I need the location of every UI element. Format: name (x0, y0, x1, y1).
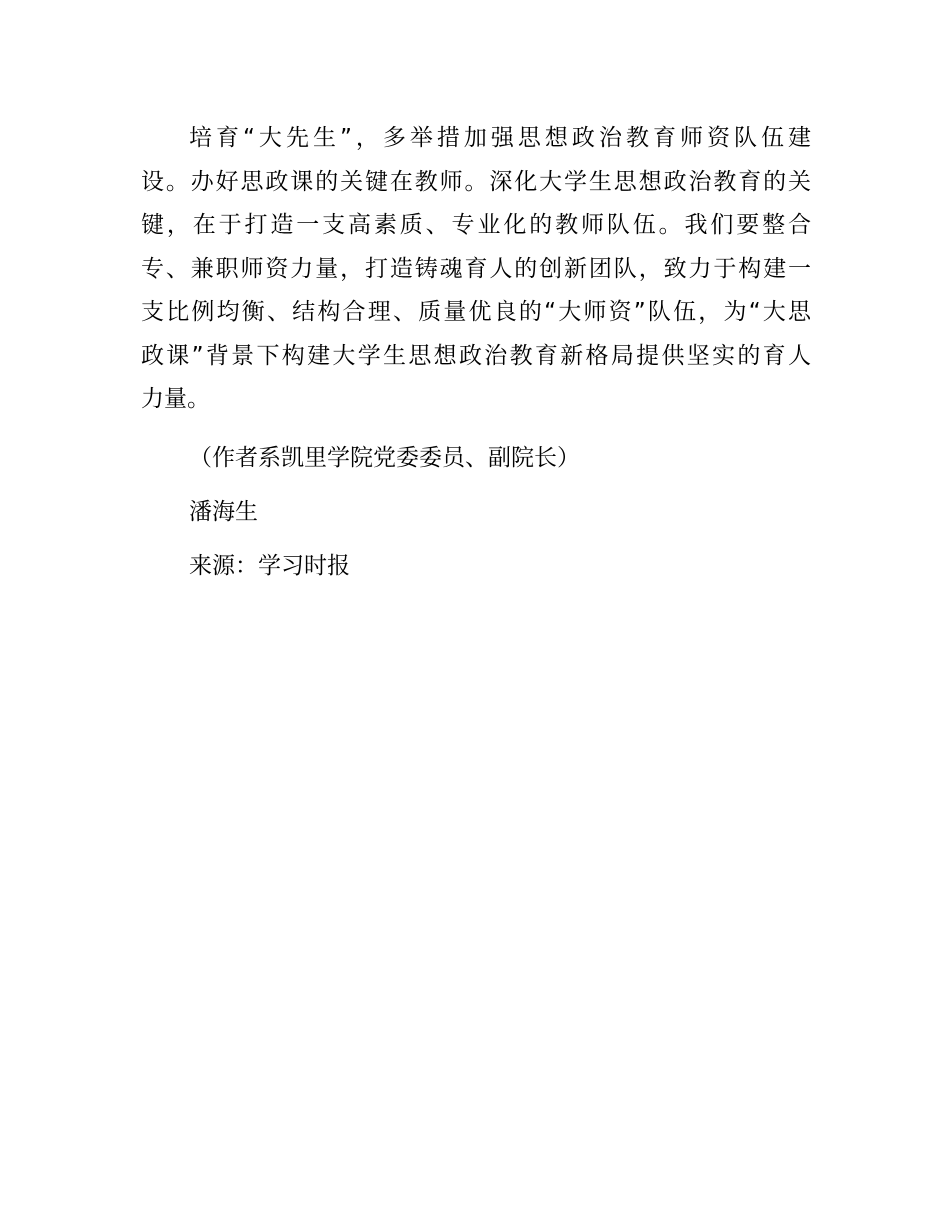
source-line: 来源：学习时报 (189, 552, 350, 579)
paragraph-line: 培育“大先生”，多举措加强思想政治教育师资队伍建 (189, 125, 811, 151)
paragraph-line: 键，在于打造一支高素质、专业化的教师队伍。我们要整合 (141, 212, 811, 238)
body-paragraph (141, 117, 811, 422)
paragraph-line: 支比例均衡、结构合理、质量优良的“大师资”队伍，为“大思 (141, 299, 811, 325)
paragraph-line: 设。办好思政课的关键在教师。深化大学生思想政治教育的关 (141, 168, 811, 195)
paragraph-line: 政课”背景下构建大学生思想政治教育新格局提供坚实的育人 (141, 342, 811, 369)
article-meta (141, 431, 811, 593)
paragraph-line: 专、兼职师资力量，打造铸魂育人的创新团队，致力于构建一 (141, 255, 811, 282)
author-note: （作者系凯里学院党委委员、副院长） (189, 444, 580, 471)
document-body (141, 117, 811, 593)
author-name: 潘海生 (189, 498, 258, 525)
paragraph-line: 力量。 (141, 386, 210, 412)
